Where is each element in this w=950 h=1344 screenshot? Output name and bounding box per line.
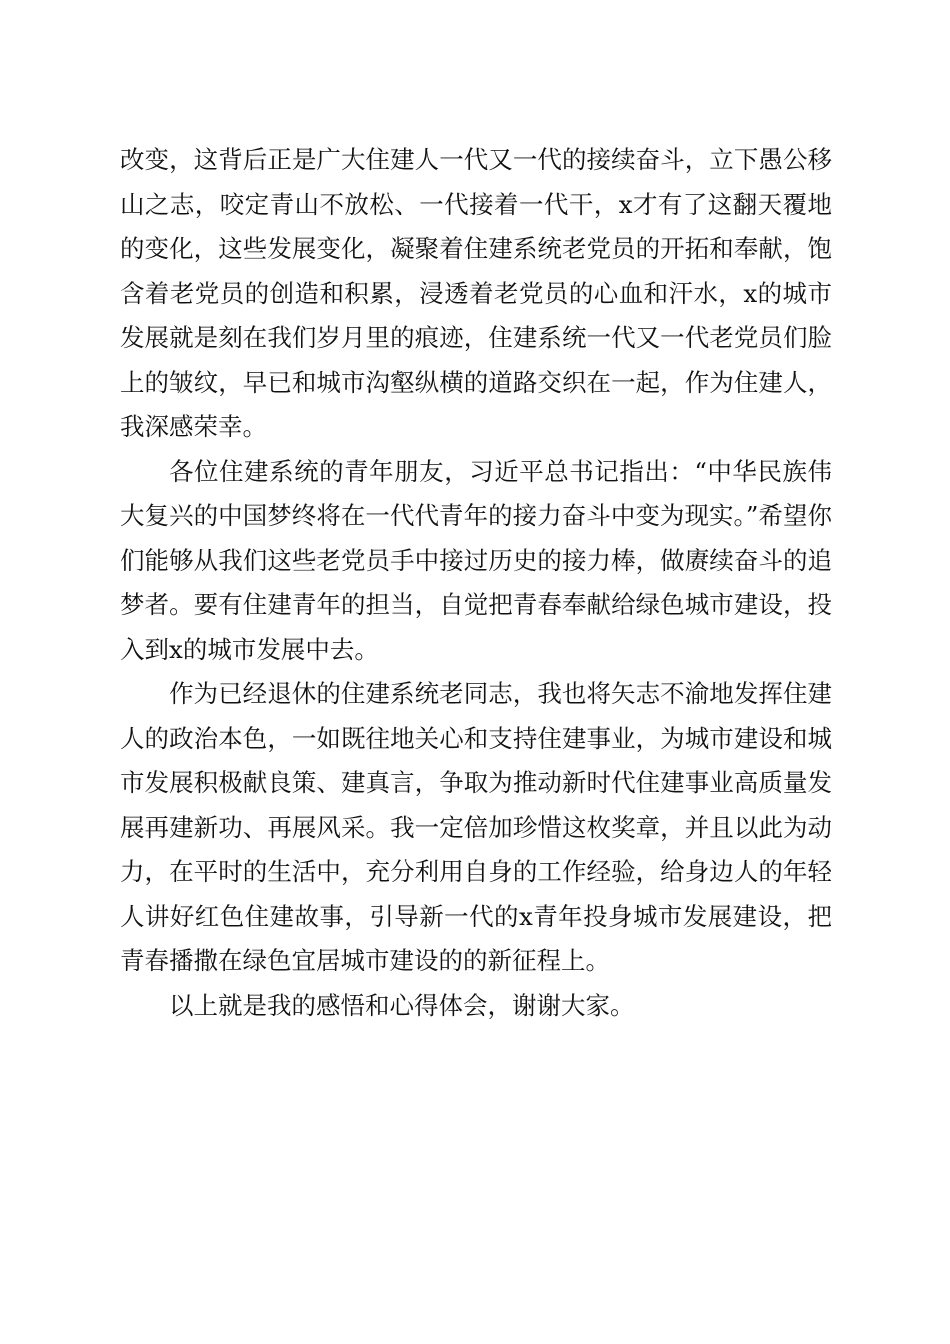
paragraph-youth-appeal: 各位住建系统的青年朋友，习近平总书记指出：“中华民族伟大复兴的中国梦终将在一代代青年的接力奋斗中变为现实。”希望你们能够从我们这些老党员手中接过历史的接力棒，做赓续奋斗的追梦者。要有住建青年的担当，自觉把青春奉献给绿色城市建设，投入到x的城市发展中去。	[120, 456, 832, 664]
paragraph-continuation: 改变，这背后正是广大住建人一代又一代的接续奋斗，立下愚公移山之志，咬定青山不放松、一代接着一代干，x才有了这翻天覆地的变化，这些发展变化，凝聚着住建系统老党员的开拓和奉献，饱含着老党员的创造和积累，浸透着老党员的心血和汗水，x的城市发展就是刻在我们岁月里的痕迹，住建系统一代又一代老党员们脸上的皱纹，早已和城市沟壑纵横的道路交织在一起，作为住建人，我深感荣幸。	[120, 145, 832, 441]
paragraph-closing: 以上就是我的感悟和心得体会，谢谢大家。	[169, 990, 635, 1020]
paragraph-commitment: 作为已经退休的住建系统老同志，我也将矢志不渝地发挥住建人的政治本色，一如既往地关心和支持住建事业，为城市建设和城市发展积极献良策、建真言，争取为推动新时代住建事业高质量发展再建新功、再展风采。我一定倍加珍惜这枚奖章，并且以此为动力，在平时的生活中，充分利用自身的工作经验，给身边人的年轻人讲好红色住建故事，引导新一代的x青年投身城市发展建设，把青春播撒在绿色宜居城市建设的的新征程上。	[120, 679, 832, 975]
document-body	[120, 138, 832, 1028]
